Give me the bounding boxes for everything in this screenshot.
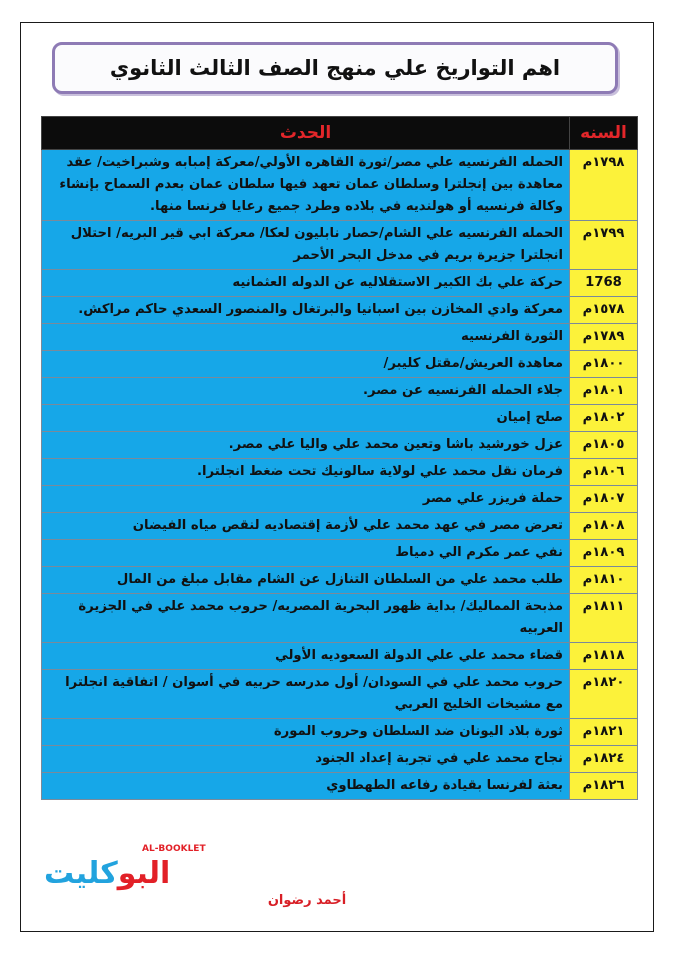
table-row [42, 540, 638, 567]
header-event: الحدث [42, 117, 570, 150]
year-cell: ١٧٩٨م [570, 150, 638, 221]
event-cell: معركة وادي المخازن بين اسبانيا والبرتغال والمنصور السعدي حاكم مراكش. [42, 297, 570, 324]
year-cell: ١٨٢٦م [570, 773, 638, 800]
events-table [41, 116, 638, 800]
title-box [52, 42, 618, 94]
year-cell: ١٨٠٨م [570, 513, 638, 540]
logo [38, 844, 210, 904]
event-cell: قضاء محمد علي علي الدولة السعوديه الأولي [42, 643, 570, 670]
table-row [42, 459, 638, 486]
table-row [42, 773, 638, 800]
table-row [42, 221, 638, 270]
year-cell: ١٨٢٤م [570, 746, 638, 773]
event-cell: الحمله الفرنسيه علي مصر/ثورة القاهره الأولي/معركة إمبابه وشبراخيت/ عقد معاهدة بين إنجلترا وسلطان عمان تعهد فيها سلطان عمان بعدم السماح بإنشاء وكالة فرنسيه أو هولنديه في بلاده وطرد جميع رعايا فرنسا منها. [42, 150, 570, 221]
year-cell: ١٨١١م [570, 594, 638, 643]
event-cell: نجاح محمد علي في تجربة إعداد الجنود [42, 746, 570, 773]
year-cell: ١٨٢٠م [570, 670, 638, 719]
header-year: السنه [570, 117, 638, 150]
logo-wordmark [44, 856, 170, 891]
year-cell: ١٨٢١م [570, 719, 638, 746]
year-cell: 1768 [570, 270, 638, 297]
year-cell: ١٨٠١م [570, 378, 638, 405]
year-cell: ١٨٠٥م [570, 432, 638, 459]
table-row [42, 270, 638, 297]
year-cell: ١٨٠٧م [570, 486, 638, 513]
event-cell: مذبحة المماليك/ بداية ظهور البحرية المصريه/ حروب محمد علي في الجزيرة العربيه [42, 594, 570, 643]
author-name: أحمد رضوان [267, 893, 347, 908]
event-cell: جلاء الحمله الفرنسيه عن مصر. [42, 378, 570, 405]
logo-blue-part: كليت [44, 856, 118, 891]
year-cell: ١٨٠٢م [570, 405, 638, 432]
event-cell: تعرض مصر في عهد محمد علي لأزمة إقتصاديه لنقص مياه الفيضان [42, 513, 570, 540]
event-cell: حملة فريزر علي مصر [42, 486, 570, 513]
event-cell: طلب محمد علي من السلطان التنازل عن الشام مقابل مبلغ من المال [42, 567, 570, 594]
table-row [42, 513, 638, 540]
event-cell: الحمله الفرنسيه علي الشام/حصار نابليون لعكا/ معركة ابي قير البريه/ احتلال انجلترا جزيرة بريم في مدخل البحر الأحمر [42, 221, 570, 270]
table-row [42, 746, 638, 773]
event-cell: حروب محمد علي في السودان/ أول مدرسه حربيه في أسوان / اتفاقية انجلترا مع مشيخات الخليج العربي [42, 670, 570, 719]
table-row [42, 719, 638, 746]
event-cell: حركة علي بك الكبير الاستقلاليه عن الدوله العثمانيه [42, 270, 570, 297]
year-cell: ١٥٧٨م [570, 297, 638, 324]
event-cell: معاهدة العريش/مقتل كليبر/ [42, 351, 570, 378]
event-cell: عزل خورشيد باشا وتعين محمد علي واليا علي مصر. [42, 432, 570, 459]
year-cell: ١٨٠٩م [570, 540, 638, 567]
event-cell: بعثة لفرنسا بقيادة رفاعه الطهطاوي [42, 773, 570, 800]
year-cell: ١٨٠٦م [570, 459, 638, 486]
table-row [42, 670, 638, 719]
year-cell: ١٨٠٠م [570, 351, 638, 378]
table-row [42, 643, 638, 670]
page-title: اهم التواريخ علي منهج الصف الثالث الثانوي [109, 56, 561, 80]
event-cell: فرمان نقل محمد علي لولاية سالونيك تحت ضغط انجلترا. [42, 459, 570, 486]
table-row [42, 567, 638, 594]
year-cell: ١٨١٠م [570, 567, 638, 594]
year-cell: ١٧٩٩م [570, 221, 638, 270]
logo-red-part: البو [117, 856, 171, 891]
event-cell: الثورة الفرنسيه [42, 324, 570, 351]
table-row [42, 351, 638, 378]
table-row [42, 432, 638, 459]
event-cell: صلح إميان [42, 405, 570, 432]
table-header-row [42, 117, 638, 150]
table-row [42, 405, 638, 432]
logo-subtitle: AL-BOOKLET [142, 844, 206, 854]
table-row [42, 486, 638, 513]
table-row [42, 324, 638, 351]
event-cell: ثورة بلاد اليونان ضد السلطان وحروب المورة [42, 719, 570, 746]
table-row [42, 150, 638, 221]
table-row [42, 594, 638, 643]
table-row [42, 297, 638, 324]
year-cell: ١٨١٨م [570, 643, 638, 670]
table-row [42, 378, 638, 405]
year-cell: ١٧٨٩م [570, 324, 638, 351]
event-cell: نفي عمر مكرم الي دمياط [42, 540, 570, 567]
